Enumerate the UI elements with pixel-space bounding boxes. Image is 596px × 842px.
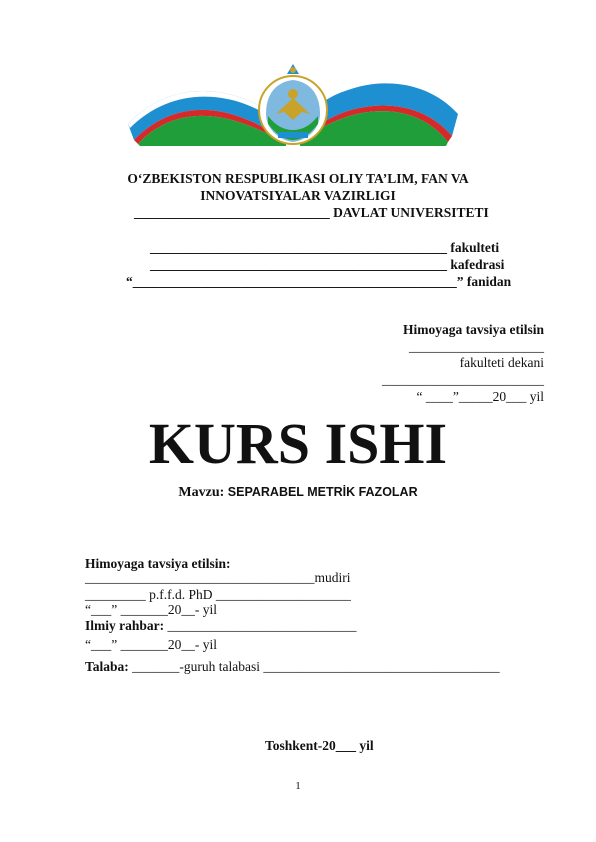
- approval-left-degree-line: _________ p.f.f.d. PhD ____________________: [85, 587, 351, 602]
- footer-blank: ___: [335, 738, 357, 753]
- footer-suffix: yil: [359, 738, 374, 753]
- supervisor-line: [85, 618, 357, 634]
- approval-right-role: fakulteti dekani: [459, 355, 544, 370]
- approval-left-head-line: __________________________________mudiri: [85, 570, 351, 585]
- department-label: kafedrasi: [450, 257, 505, 272]
- supervisor-date: “___” _______20__- yil: [85, 637, 217, 652]
- approval-right-blank-2: ________________________: [382, 372, 544, 387]
- coat-of-arms: [259, 64, 327, 144]
- page-number: 1: [295, 780, 301, 792]
- faculty-label: fakulteti: [450, 240, 500, 255]
- supervisor-label: Ilmiy rahbar:: [85, 618, 165, 633]
- university-name: DAVLAT UNIVERSITETI: [333, 205, 489, 220]
- faculty-blank: ____________________________________________: [150, 240, 447, 255]
- supervisor-blank: ____________________________: [167, 618, 357, 633]
- footer-city-year: [265, 738, 374, 754]
- footer-city: Toshkent-20: [265, 738, 336, 753]
- approval-right-date: “ ____”_____20___ yil: [416, 389, 544, 404]
- university-blank: _____________________________: [134, 205, 330, 220]
- topic-line: [0, 485, 596, 501]
- approval-left-date: “___” _______20__- yil: [85, 602, 217, 617]
- department-line: [150, 257, 504, 273]
- subject-line: [126, 274, 511, 290]
- subject-blank: ________________________________________________: [132, 274, 457, 289]
- ministry-line-2: INNOVATSIYALAR VAZIRLIGI: [200, 188, 396, 203]
- subject-close: ” fanidan: [456, 274, 512, 289]
- ministry-line-1: O‘ZBEKISTON RESPUBLIKASI OLIY TA’LIM, FAN VA: [127, 171, 469, 186]
- approval-right-heading: Himoyaga tavsiya etilsin: [403, 322, 544, 337]
- topic-value: SEPARABEL METRİK FAZOLAR: [227, 485, 418, 499]
- document-title: KURS ISHI: [148, 411, 448, 476]
- department-blank: ____________________________________________: [150, 257, 447, 272]
- state-emblem-flag: [126, 54, 460, 146]
- student-line: [85, 659, 500, 675]
- student-text: _______-guruh talabasi ___________________________________: [132, 659, 500, 674]
- student-label: Talaba:: [85, 659, 129, 674]
- faculty-line: [150, 240, 499, 256]
- university-line: [134, 205, 489, 221]
- approval-left-heading: Himoyaga tavsiya etilsin:: [85, 556, 231, 571]
- topic-label: Mavzu:: [178, 485, 225, 500]
- approval-right-blank-1: ____________________: [409, 339, 544, 354]
- subject-open-quote: “: [126, 274, 133, 289]
